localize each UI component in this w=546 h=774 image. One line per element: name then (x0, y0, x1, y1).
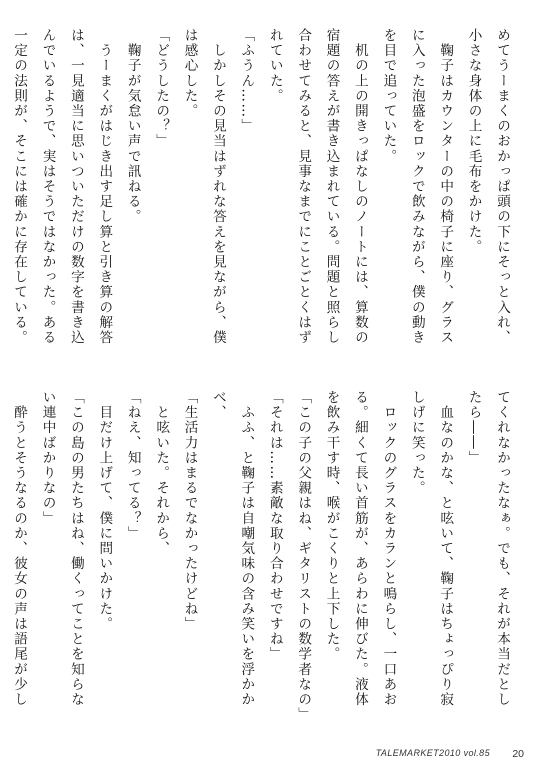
magazine-name: TALEMARKET2010 vol.85 (375, 748, 490, 758)
lower-text-block (0, 390, 516, 735)
text-line: 「それは……素敵な取り合わせですね」 (266, 390, 283, 662)
text-line: ロックのグラスをカランと鳴らし、一口あお (380, 390, 397, 708)
text-line: 一定の法則が、そこには確かに存在している。 (11, 28, 28, 346)
text-line: に入った泡盛をロックで飲みながら、僕の動き (408, 28, 425, 346)
text-line: 「ふうん……」 (238, 28, 255, 134)
text-line (0, 28, 5, 368)
text-line: 鞠子はカウンターの中の椅子に座り、グラス (437, 28, 454, 346)
text-line: い連中ばかりなの」 (39, 390, 56, 526)
text-line: 「この子の父親はね、ギタリストの数学者なの」 (295, 390, 312, 723)
text-line: 小さな身体の上に毛布をかけた。 (465, 28, 482, 255)
text-line: は、一見適当に思いついただけの数字を書き込 (67, 28, 84, 346)
text-line: る。細くて長い首筋が、あらわに伸びた。液体 (351, 390, 368, 708)
text-line: 鞠子が気怠い声で訊ねる。 (124, 28, 141, 225)
text-line: めてうーまくのおかっぱ頭の下にそっと入れ、 (494, 28, 510, 346)
text-line: 「どうしたの？」 (153, 28, 170, 149)
text-line: たら――」 (465, 390, 482, 466)
text-line: しかしその見当はずれな答えを見ながら、僕 (209, 28, 226, 346)
text-line: と呟いた。それから、 (153, 390, 170, 557)
text-line: しげに笑った。 (408, 390, 425, 496)
text-line: んでいるようで、実はそうではなかった。ある (39, 28, 56, 346)
text-line: 宿題の答えが書き込まれている。問題と照らし (323, 28, 340, 346)
text-line: 酔うとそうなるのか、彼女の声は語尾が少し (11, 390, 28, 708)
text-line: ふふ、と鞠子は自嘲気味の含み笑いを浮かか (238, 390, 255, 708)
text-line: 「ねえ、知ってる？」 (124, 390, 141, 541)
text-line: 目だけ上げて、僕に問いかけた。 (96, 390, 113, 632)
text-line (0, 390, 5, 735)
page-number: 20 (512, 748, 524, 760)
text-line: 机の上の開きっぱなしのノートには、算数の (351, 28, 368, 346)
upper-text-block (0, 28, 516, 368)
text-line: は感心した。 (181, 28, 198, 119)
text-line: 血なのかな、と呟いて、鞠子はちょっぴり寂 (437, 390, 454, 708)
text-line: べ、 (209, 390, 226, 421)
text-line: 合わせてみると、見事なまでにことごとくはず (295, 28, 312, 346)
text-line: てくれなかったなぁ。でも、それが本当だとし (494, 390, 510, 708)
text-line: を目で追っていた。 (380, 28, 397, 164)
text-line: 「この島の男たちはね、働くってことを知らな (67, 390, 84, 708)
text-line: れていた。 (266, 28, 283, 104)
text-line: うーまくがはじき出す足し算と引き算の解答 (96, 28, 113, 346)
text-line: 「生活力はまるでなかったけどね」 (181, 390, 198, 632)
text-line: を飲み干す時、喉がこくりと上下した。 (323, 390, 340, 662)
